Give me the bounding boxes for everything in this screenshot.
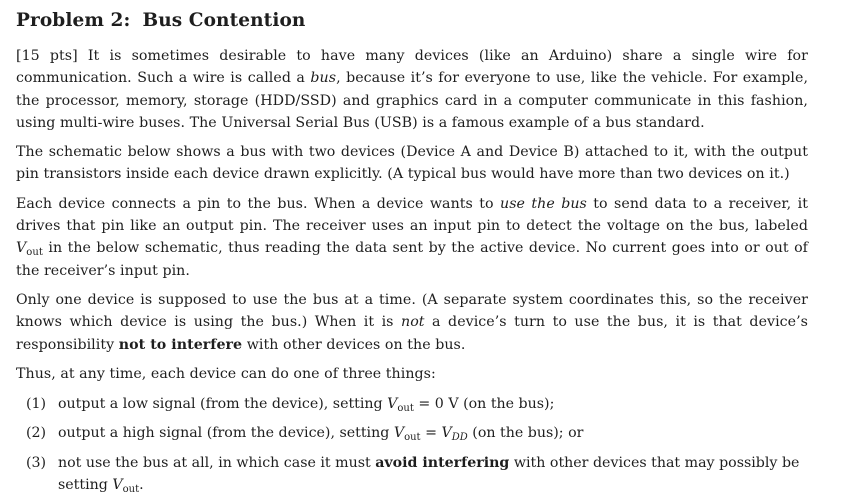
list-item (16, 393, 808, 415)
device-text-3: in the below schematic, thus reading the data sent by the active device. No current goes into or out of the receiver’s input pin. (16, 240, 808, 279)
vdd-symbol: V (441, 425, 452, 442)
rules-text-1: Only one device is supposed to use the bus at a time. (A separate system coordinates this, so the receiver knows which device is using the bus.) When it is (16, 291, 808, 331)
list-item (16, 452, 808, 497)
intro-text-1: It is sometimes desirable to have many devices (like an Arduino) share a single wire for communication. Such a wire is called a (16, 48, 808, 87)
item-number: (1) (26, 396, 47, 413)
equals-sign: = (420, 425, 442, 442)
vout-symbol: V (387, 396, 398, 413)
item-text: = 0 V (on the bus); (413, 396, 555, 413)
vout-subscript: out (122, 484, 140, 496)
vout-subscript: out (26, 247, 43, 259)
vout-symbol: V (112, 477, 123, 494)
rules-text-2: a device’s turn to use the bus, it is that device’s responsibility (16, 314, 808, 353)
device-text-1: Each device connects a pin to the bus. When a device wants to (16, 195, 501, 212)
vout-symbol: V (393, 425, 405, 442)
list-item (16, 422, 808, 444)
item-text: output a high signal (from the device), setting (58, 425, 394, 442)
problem-name: Bus Contention (142, 10, 306, 31)
problem-title (16, 6, 808, 36)
avoid-interfering-term: avoid interfering (375, 454, 510, 471)
item-text: not use the bus at all, in which case it must (58, 454, 376, 471)
rules-text-3: with other devices on the bus. (242, 336, 466, 353)
problem-number: Problem 2: (16, 10, 131, 31)
item-text: output a low signal (from the device), setting (58, 396, 388, 413)
vdd-subscript: DD (451, 432, 468, 444)
points-label: [15 pts] (16, 48, 78, 64)
problem-page (16, 6, 808, 503)
use-the-bus-term: use the bus (500, 195, 587, 212)
schematic-paragraph: The schematic below shows a bus with two devices (Device A and Device B) attached to it, with the output pin transistors inside each device drawn explicitly. (A typical bus would have more than two devices on it.) (16, 144, 808, 183)
vout-symbol: V (16, 240, 27, 257)
options-intro: Thus, at any time, each device can do one of three things: (16, 365, 436, 382)
rules-paragraph (16, 289, 808, 356)
intro-text-2: , because it’s for everyone to use, like the vehicle. For example, the processor, memory, storage (HDD/SSD) and graphics card in a computer communicate in this fashion, using multi-wire buses. The Universal Serial Bus (USB) is a famous example of a bus standard. (16, 70, 808, 131)
vout-subscript: out (404, 432, 421, 444)
vout-subscript: out (397, 403, 414, 415)
bus-term: bus (310, 70, 337, 87)
device-text-2: to send data to a receiver, it drives that pin like an output pin. The receiver uses an input pin to detect the voltage on the bus, labeled (16, 195, 808, 235)
options-list (16, 393, 808, 496)
item-number: (3) (26, 454, 47, 471)
intro-paragraph (16, 45, 808, 134)
item-text: with other devices that may possibly be setting (58, 454, 800, 494)
device-paragraph (16, 193, 808, 282)
not-interfere-term: not to interfere (118, 336, 243, 353)
item-number: (2) (26, 425, 47, 442)
item-text: (on the bus); or (467, 425, 584, 442)
item-text: . (139, 477, 144, 494)
not-term: not (401, 314, 425, 331)
